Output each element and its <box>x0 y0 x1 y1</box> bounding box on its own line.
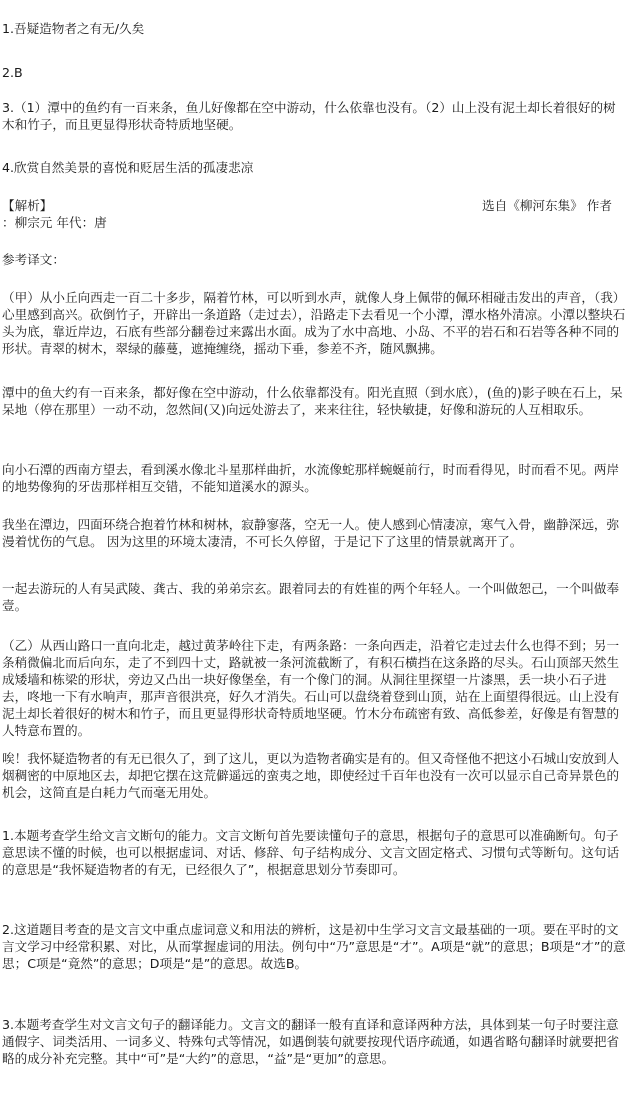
answer-1: 1.吾疑造物者之有无/久矣 <box>2 21 145 36</box>
translation-paragraph-2: 潭中的鱼大约有一百来条，都好像在空中游动，什么依靠都没有。阳光直照（到水底），(鱼的)影子映在石上，呆呆地（停在那里）一动不动，忽然间(又)向远处游去了，来来往往，轻快敏捷，好像和游玩的人互相取乐。 <box>2 385 623 417</box>
translation-paragraph-3: 向小石潭的西南方望去，看到溪水像北斗星那样曲折，水流像蛇那样蜿蜒前行，时而看得见，时而看不见。两岸的地势像狗的牙齿那样相互交错，不能知道溪水的源头。 <box>2 462 620 494</box>
translation-paragraph-6: （乙）从西山路口一直向北走，越过黄茅岭往下走，有两条路：一条向西走，沿着它走过去什么也得不到；另一条稍微偏北而后向东，走了不到四十丈，路就被一条河流截断了，有积石横挡在这条路的尽头。石山顶部天然生成矮墙和栋梁的形状，旁边又凸出一块好像堡垒，有一个像门的洞。从洞往里探望一片漆黑，丢一块小石子进去，咚地一下有水响声，那声音很洪亮，好久才消失。石山可以盘绕着登到山顶，站在上面望得很远。山上没有泥土却长着很好的树木和竹子，而且更显得形状奇特质地坚硬。竹木分布疏密有致、高低参差，好像是有智慧的人特意布置的。 <box>2 638 620 738</box>
explanation-1: 1.本题考查学生给文言文断句的能力。文言文断句首先要读懂句子的意思，根据句子的意思可以准确断句。句子意思读不懂的时候，也可以根据虚词、对话、修辞、句子结构成分、文言文固定格式、习惯句式等断句。这句话的意思是“我怀疑造物者的有无，已经很久了”，根据意思划分节奏即可。 <box>2 828 620 877</box>
reference-translation-title: 参考译文： <box>2 252 65 267</box>
answer-4: 4.欣赏自然美景的喜悦和贬居生活的孤凄悲凉 <box>2 160 254 175</box>
analysis-label: 【解析】 <box>2 198 53 213</box>
explanation-2: 2.这道题目考查的是文言文中重点虚词意义和用法的辨析，这是初中生学习文言文最基础的一项。要在平时的文言文学习中经常积累、对比，从而掌握虚词的用法。例句中“乃”意思是“才”。A项是“就”的意思；B项是“才”的意思；C项是“竟然”的意思；D项是“是”的意思。故选B。 <box>2 922 626 971</box>
translation-paragraph-4: 我坐在潭边，四面环绕合抱着竹林和树林，寂静寥落，空无一人。使人感到心情凄凉，寒气入骨，幽静深远，弥漫着忧伤的气息。 因为这里的环境太凄清，不可长久停留，于是记下了这里的情景就离开了。 <box>2 517 620 549</box>
analysis-author-line: ：柳宗元 年代：唐 <box>2 215 107 230</box>
explanation-3: 3.本题考查学生对文言文句子的翻译能力。文言文的翻译一般有直译和意译两种方法，具体到某一句子时要注意通假字、词类活用、一词多义、特殊句式等情况，如遇倒装句就要按现代语序疏通，如遇省略句翻译时就要把省略的成分补充完整。其中“可”是“大约”的意思，“益”是“更加”的意思。 <box>2 1017 620 1066</box>
answer-3: 3.（1）潭中的鱼约有一百来条，鱼儿好像都在空中游动，什么依靠也没有。（2）山上没有泥土却长着很好的树木和竹子，而且更显得形状奇特质地坚硬。 <box>2 100 616 132</box>
translation-paragraph-7: 唉！我怀疑造物者的有无已很久了，到了这儿，更以为造物者确实是有的。但又奇怪他不把这小石城山安放到人烟稠密的中原地区去，却把它摆在这荒僻遥远的蛮夷之地，即使经过千百年也没有一次可以显示自己奇异景色的机会，这简直是白耗力气而毫无用处。 <box>2 751 620 800</box>
translation-paragraph-5: 一起去游玩的人有吴武陵、龚古、我的弟弟宗玄。跟着同去的有姓崔的两个年轻人。一个叫做恕己，一个叫做奉壹。 <box>2 581 620 613</box>
answer-2: 2.B <box>2 65 23 80</box>
analysis-source: 选自《柳河东集》 作者 <box>482 198 612 213</box>
translation-paragraph-1: （甲）从小丘向西走一百二十多步，隔着竹林，可以听到水声，就像人身上佩带的佩环相碰击发出的声音，（我）心里感到高兴。砍倒竹子，开辟出一条道路（走过去），沿路走下去看见一个小潭，潭水格外清凉。小潭以整块石头为底，靠近岸边，石底有些部分翻卷过来露出水面。成为了水中高地、小岛、不平的岩石和石岩等各种不同的形状。青翠的树木，翠绿的藤蔓，遮掩缠绕，摇动下垂，参差不齐，随风飘拂。 <box>2 290 626 356</box>
